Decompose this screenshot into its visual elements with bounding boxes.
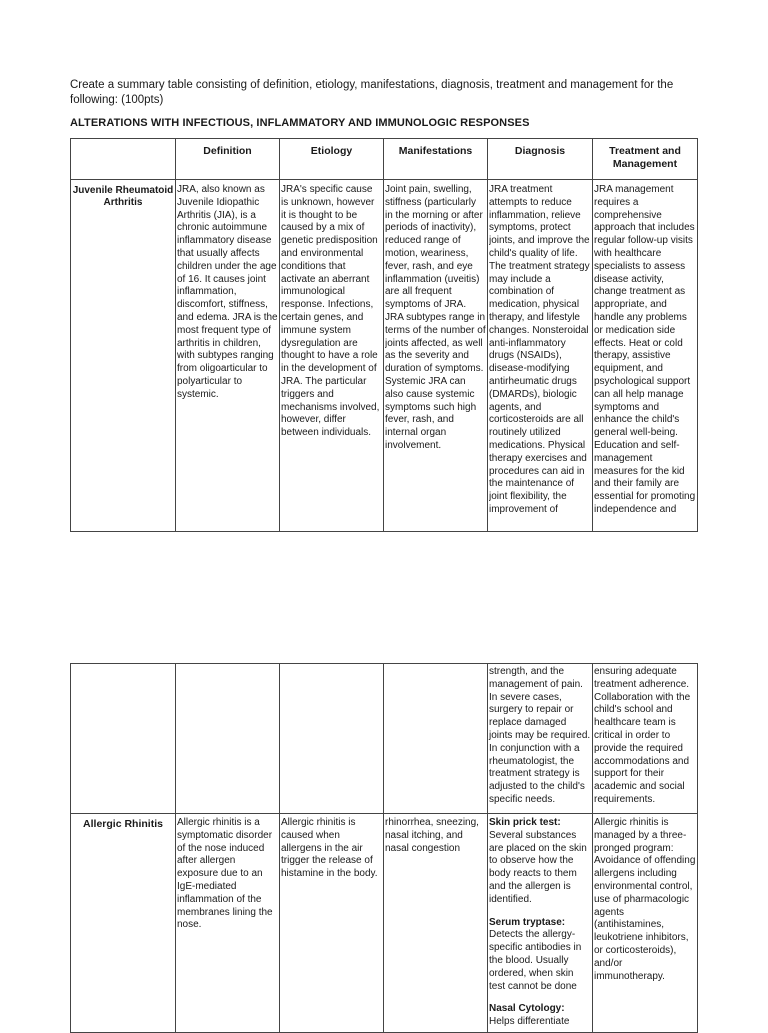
cont-blank-2 (176, 664, 280, 814)
ar-definition: Allergic rhinitis is a symptomatic disorder of the nose induced after allergen exposure due to an IgE-mediated inflammation of the membranes lining the nose. (176, 814, 280, 1033)
cont-blank-4 (384, 664, 488, 814)
cont-blank-3 (280, 664, 384, 814)
jra-treatment-cell (593, 180, 698, 532)
header-definition: Definition (176, 139, 280, 180)
jra-treatment: JRA management requires a comprehensive approach that includes regular follow-up visits with healthcare specialists to assess disease activity, change treatment as appropriate, and handle any problems or medication side effects. Heat or cold therapy, assistive equipment, and psychological support can all help manage symptoms and enhance the child's general well-being. Education and self-management measures for the kid and their family are essential for promoting independence and (594, 184, 696, 515)
jra-diagnosis: JRA treatment attempts to reduce inflammation, relieve symptoms, protect joints, and improve the child's quality of life. The treatment strategy may include a combination of medication, physical therapy, and lifestyle changes. Nonsteroidal anti-inflammatory drugs (NSAIDs), disease-modifying antirheumatic drugs (DMARDs), biologic agents, and corticosteroids are all routinely utilized medications. Physical therapy exercises and procedures can aid in the maintenance of joint flexibility, the improvement of (489, 184, 590, 515)
ar-dx-nasal-cytology-label: Nasal Cytology: (489, 1003, 565, 1015)
header-treatment: Treatment and Management (593, 139, 698, 180)
jra-etiology-cell (280, 180, 384, 532)
ar-treatment: Allergic rhinitis is managed by a three-pronged program: Avoidance of offending allergens including environmental control, use of pharmacologic agents (antihistamines, leukotriene inhibitors, or corticosteroids), and/or immunotherapy. (593, 814, 698, 1033)
table-header-row (71, 139, 698, 180)
ar-dx-serum-tryptase-label: Serum tryptase: (489, 916, 566, 928)
summary-table-page-2 (70, 663, 698, 1033)
ar-dx-serum-tryptase-text: Detects the allergy-specific antibodies in the blood. Usually ordered, when skin test cannot be done (489, 929, 582, 992)
jra-diagnosis-continued: strength, and the management of pain. In severe cases, surgery to repair or replace damaged joints may be required. In conjunction with a rheumatologist, the treatment strategy is adjusted to the child's specific needs. (488, 664, 593, 814)
header-etiology: Etiology (280, 139, 384, 180)
jra-manifestations: Joint pain, swelling, stiffness (particularly in the morning or after periods of inactivity), reduced range of motion, weariness, fever, rash, and eye inflammation (uveitis) are all frequent symptoms of JRA. JRA subtypes range in terms of the number of joints affected, as well as the severity and duration of symptoms. Systemic JRA can also cause systemic symptoms such high fever, rash, and internal organ involvement. (385, 184, 486, 451)
jra-manifestations-cell (384, 180, 488, 532)
header-manifestations: Manifestations (384, 139, 488, 180)
jra-etiology: JRA's specific cause is unknown, however it is thought to be caused by a mix of genetic predisposition and environmental conditions that activate an aberrant immunological response. Infections, certain genes, and immune system dysregulation are thought to have a role in the development of JRA. The particular triggers and mechanisms involved, however, differ between individuals. (281, 184, 380, 439)
jra-treatment-continued: ensuring adequate treatment adherence. Collaboration with the child's school and healthcare team is critical in order to provide the required accommodations and support for their academic and social requirements. (593, 664, 698, 814)
table-row-jra (71, 180, 698, 532)
table-row-jra-continued (71, 664, 698, 814)
section-heading: ALTERATIONS WITH INFECTIOUS, INFLAMMATORY AND IMMUNOLOGIC RESPONSES (70, 117, 530, 129)
header-cell-blank (71, 139, 176, 180)
ar-dx-nasal-cytology-text: Helps differentiate (489, 1016, 570, 1028)
ar-dx-skin-prick-label: Skin prick test: (489, 817, 561, 828)
ar-dx-skin-prick-text: Several substances are placed on the skin to observe how the body reacts to them and the allergen is identified. (489, 829, 587, 905)
condition-allergic-rhinitis: Allergic Rhinitis (71, 814, 176, 1033)
ar-manifestations: rhinorrhea, sneezing, nasal itching, and nasal congestion (384, 814, 488, 1033)
assignment-instructions: Create a summary table consisting of definition, etiology, manifestations, diagnosis, treatment and management for the following: (100pts) (70, 79, 674, 106)
summary-table-page-1 (70, 138, 698, 532)
header-diagnosis: Diagnosis (488, 139, 593, 180)
jra-definition-cell (176, 180, 280, 532)
condition-jra: Juvenile Rheumatoid Arthritis (71, 180, 176, 532)
jra-diagnosis-cell (488, 180, 593, 532)
jra-definition: JRA, also known as Juvenile Idiopathic Arthritis (JIA), is a chronic autoimmune inflammatory disease that usually affects children under the age of 16. It causes joint inflammation, discomfort, stiffness, and edema. JRA is the most frequent type of arthritis in children, with subtypes ranging from oligoarticular to polyarticular to systemic. (177, 184, 278, 400)
cont-blank-1 (71, 664, 176, 814)
ar-etiology: Allergic rhinitis is caused when allergens in the air trigger the release of histamine in the body. (280, 814, 384, 1033)
ar-diagnosis-cell (488, 814, 593, 1033)
table-row-allergic-rhinitis (71, 814, 698, 1033)
